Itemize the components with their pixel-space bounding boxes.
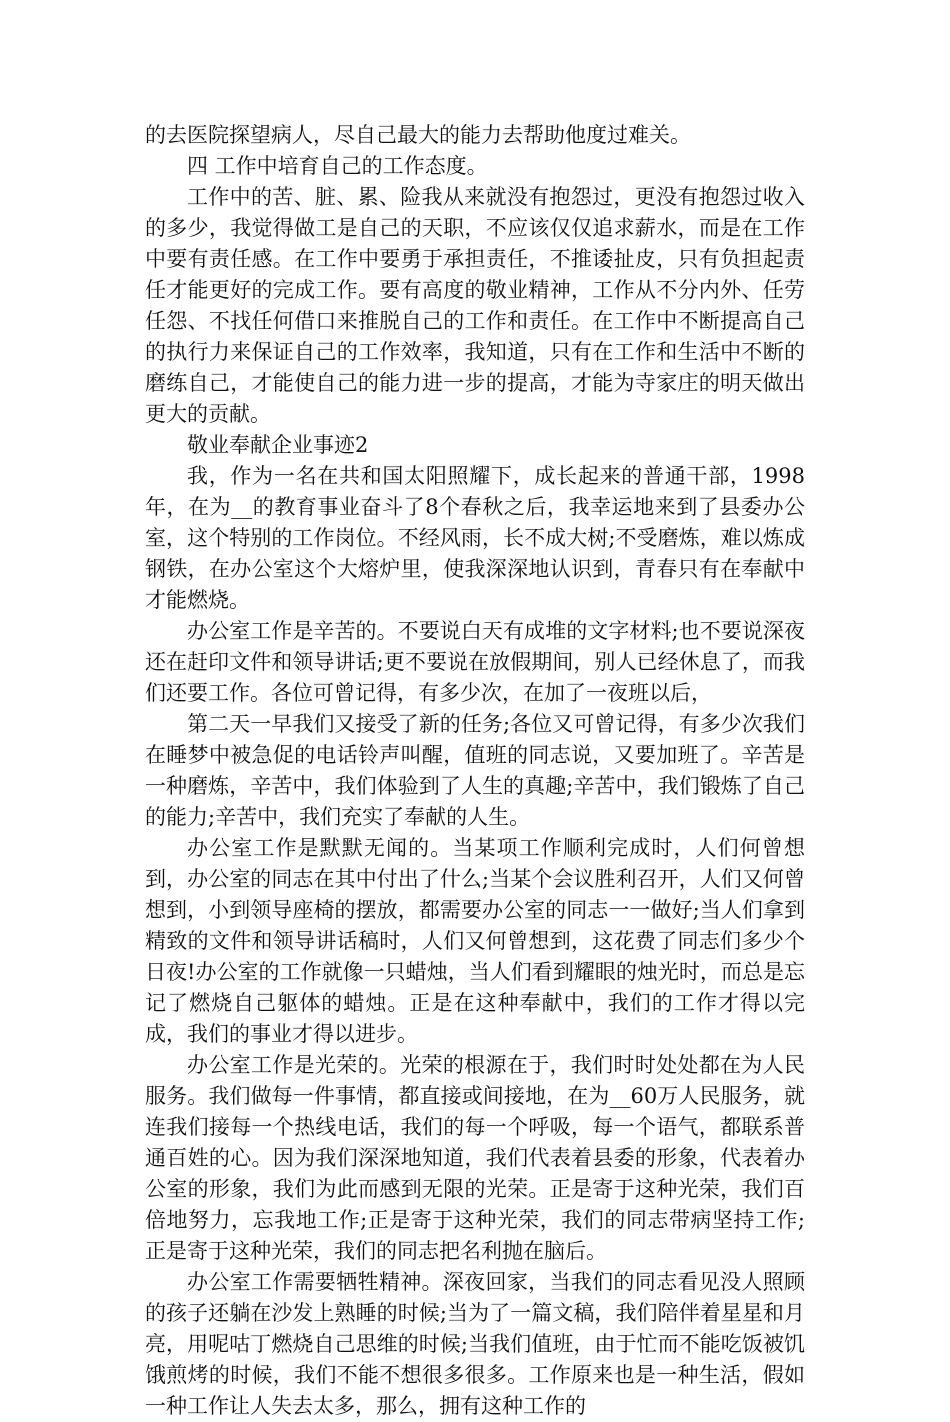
paragraph-9: 办公室工作是光荣的。光荣的根源在于，我们时时处处都在为人民服务。我们做每一件事情，都直接或间接地，在为__60万人民服务，就连我们接每一个热线电话，我们的每一个呼吸，每一个语气，都联系普通百姓的心。因为我们深深地知道，我们代表着县委的形象，代表着办公室的形象，我们为此而感到无限的光荣。正是寄于这种光荣，我们百倍地努力，忘我地工作;正是寄于这种光荣，我们的同志带病坚持工作;正是寄于这种光荣，我们的同志把名利抛在脑后。 bbox=[145, 1053, 805, 1263]
document-body bbox=[145, 120, 805, 1422]
paragraph-8: 办公室工作是默默无闻的。当某项工作顺利完成时，人们何曾想到，办公室的同志在其中付出了什么;当某个会议胜利召开，人们又何曾想到，小到领导座椅的摆放，都需要办公室的同志一一做好;当人们拿到精致的文件和领导讲话稿时，人们又何曾想到，这花费了同志们多少个日夜!办公室的工作就像一只蜡烛，当人们看到耀眼的烛光时，而总是忘记了燃烧自己躯体的蜡烛。正是在这种奉献中，我们的工作才得以完成，我们的事业才得以进步。 bbox=[145, 836, 805, 1046]
paragraph-6: 办公室工作是辛苦的。不要说白天有成堆的文字材料;也不要说深夜还在赶印文件和领导讲话;更不要说在放假期间，别人已经休息了，而我们还要工作。各位可曾记得，有多少次，在加了一夜班以后， bbox=[145, 619, 805, 705]
paragraph-3: 工作中的苦、脏、累、险我从来就没有抱怨过，更没有抱怨过收入的多少，我觉得做工是自己的天职，不应该仅仅追求薪水，而是在工作中要有责任感。在工作中要勇于承担责任，不推诿扯皮，只有负担起责任才能更好的完成工作。要有高度的敬业精神，工作从不分内外、任劳任怨、不找任何借口来推脱自己的工作和责任。在工作中不断提高自己的执行力来保证自己的工作效率，我知道，只有在工作和生活中不断的磨练自己，才能使自己的能力进一步的提高，才能为寺家庄的明天做出更大的贡献。 bbox=[145, 185, 805, 426]
paragraph-10: 办公室工作需要牺牲精神。深夜回家，当我们的同志看见没人照顾的孩子还躺在沙发上熟睡的时候;当为了一篇文稿，我们陪伴着星星和月亮，用呢咕丁燃烧自己思维的时候;当我们值班，由于忙而不能吃饭被饥饿煎烤的时候，我们不能不想很多很多。工作原来也是一种生活，假如一种工作让人失去太多，那么，拥有这种工作的 bbox=[145, 1270, 805, 1418]
paragraph-5: 我，作为一名在共和国太阳照耀下，成长起来的普通干部，1998年，在为__的教育事业奋斗了8个春秋之后，我幸运地来到了县委办公室，这个特别的工作岗位。不经风雨，长不成大树;不受磨炼，难以炼成钢铁，在办公室这个大熔炉里，使我深深地认识到，青春只有在奉献中才能燃烧。 bbox=[145, 464, 805, 612]
paragraph-1: 的去医院探望病人，尽自己最大的能力去帮助他度过难关。 bbox=[145, 123, 691, 147]
section-title-2: 敬业奉献企业事迹2 bbox=[187, 433, 369, 457]
paragraph-7: 第二天一早我们又接受了新的任务;各位又可曾记得，有多少次我们在睡梦中被急促的电话铃声叫醒，值班的同志说，又要加班了。辛苦是一种磨炼，辛苦中，我们体验到了人生的真趣;辛苦中，我们锻炼了自己的能力;辛苦中，我们充实了奉献的人生。 bbox=[145, 712, 805, 829]
section-heading-4: 四 工作中培育自己的工作态度。 bbox=[187, 154, 488, 178]
